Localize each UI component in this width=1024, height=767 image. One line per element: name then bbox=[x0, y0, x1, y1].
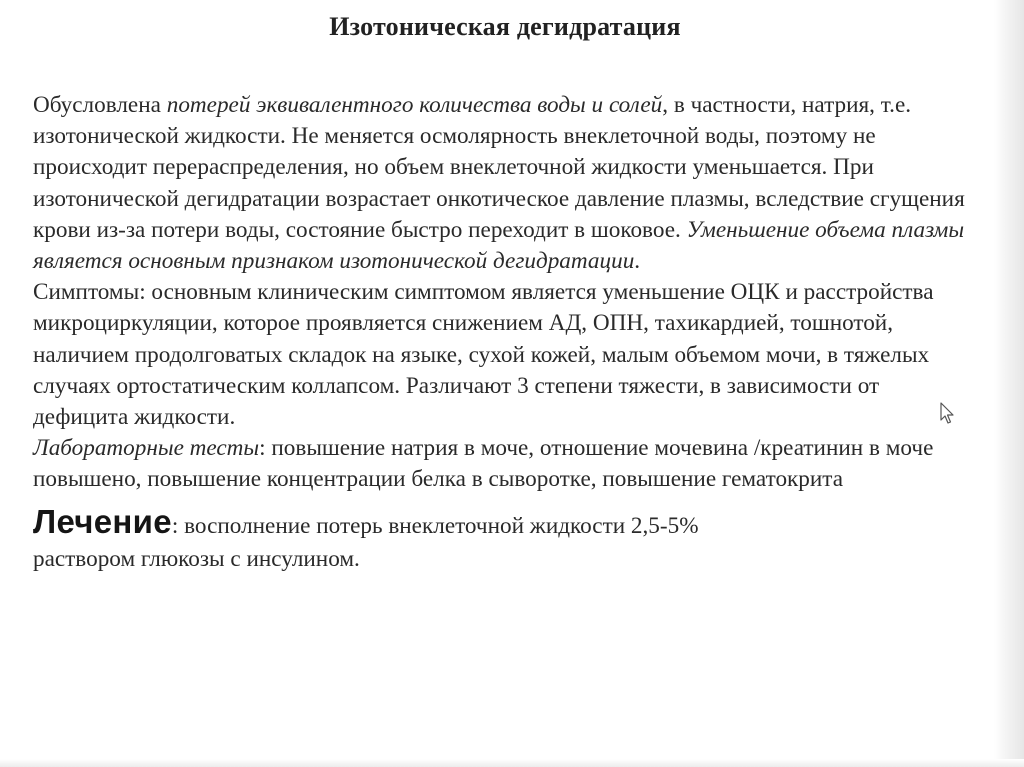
slide-body bbox=[33, 90, 978, 574]
mouse-pointer-icon bbox=[940, 402, 956, 426]
symptoms-paragraph: Симптомы: основным клиническим симптомом является уменьшение ОЦК и расстройства микроциркуляции, которое проявляется снижением АД, ОПН, тахикардией, тошнотой, наличием продолговатых складок на языке, сухой кожей, малым объемом мочи, в тяжелых случаях ортостатическим коллапсом. Различают 3 степени тяжести, в зависимости от дефицита жидкости. bbox=[33, 279, 934, 431]
treatment-text-line2: раствором глюкозы с инсулином. bbox=[33, 545, 360, 572]
page-title: Изотоническая дегидратация bbox=[329, 12, 681, 41]
lab-label: Лабораторные тесты bbox=[33, 435, 260, 462]
intro-rest: , в частности, натрия, т.е. изотонической жидкости. Не меняется осмолярность внеклеточной воды, поэтому не происходит перераспределения, но объем внеклеточной жидкости уменьшается. При изотонической дегидратации возрастает онкотическое давление плазмы, вследствие сгущения крови из-за потери воды, состояние быстро переходит в шоковое. bbox=[33, 92, 965, 243]
treatment-text-line1: : восполнение потерь внеклеточной жидкости 2,5-5% bbox=[171, 512, 699, 539]
intro-paragraph bbox=[33, 90, 978, 277]
frame-edge-bottom bbox=[0, 759, 1024, 767]
key-sign-italic: Уменьшение объема плазмы является основным признаком изотонической дегидратации bbox=[33, 216, 965, 275]
treatment-heading: Лечение bbox=[33, 502, 172, 540]
intro-prefix: Обусловлена bbox=[33, 92, 167, 118]
key-sign-end: . bbox=[634, 248, 641, 275]
lab-text: : повышение натрия в моче, отношение мочевина /креатинин в моче повышено, повышение концентрации белка в сыворотке, повышение гематокрита bbox=[33, 435, 934, 493]
lab-paragraph bbox=[33, 433, 978, 495]
frame-edge bbox=[994, 0, 1024, 767]
intro-italic: потерей эквивалентного количества воды и солей bbox=[166, 92, 663, 118]
treatment-paragraph bbox=[33, 504, 978, 544]
